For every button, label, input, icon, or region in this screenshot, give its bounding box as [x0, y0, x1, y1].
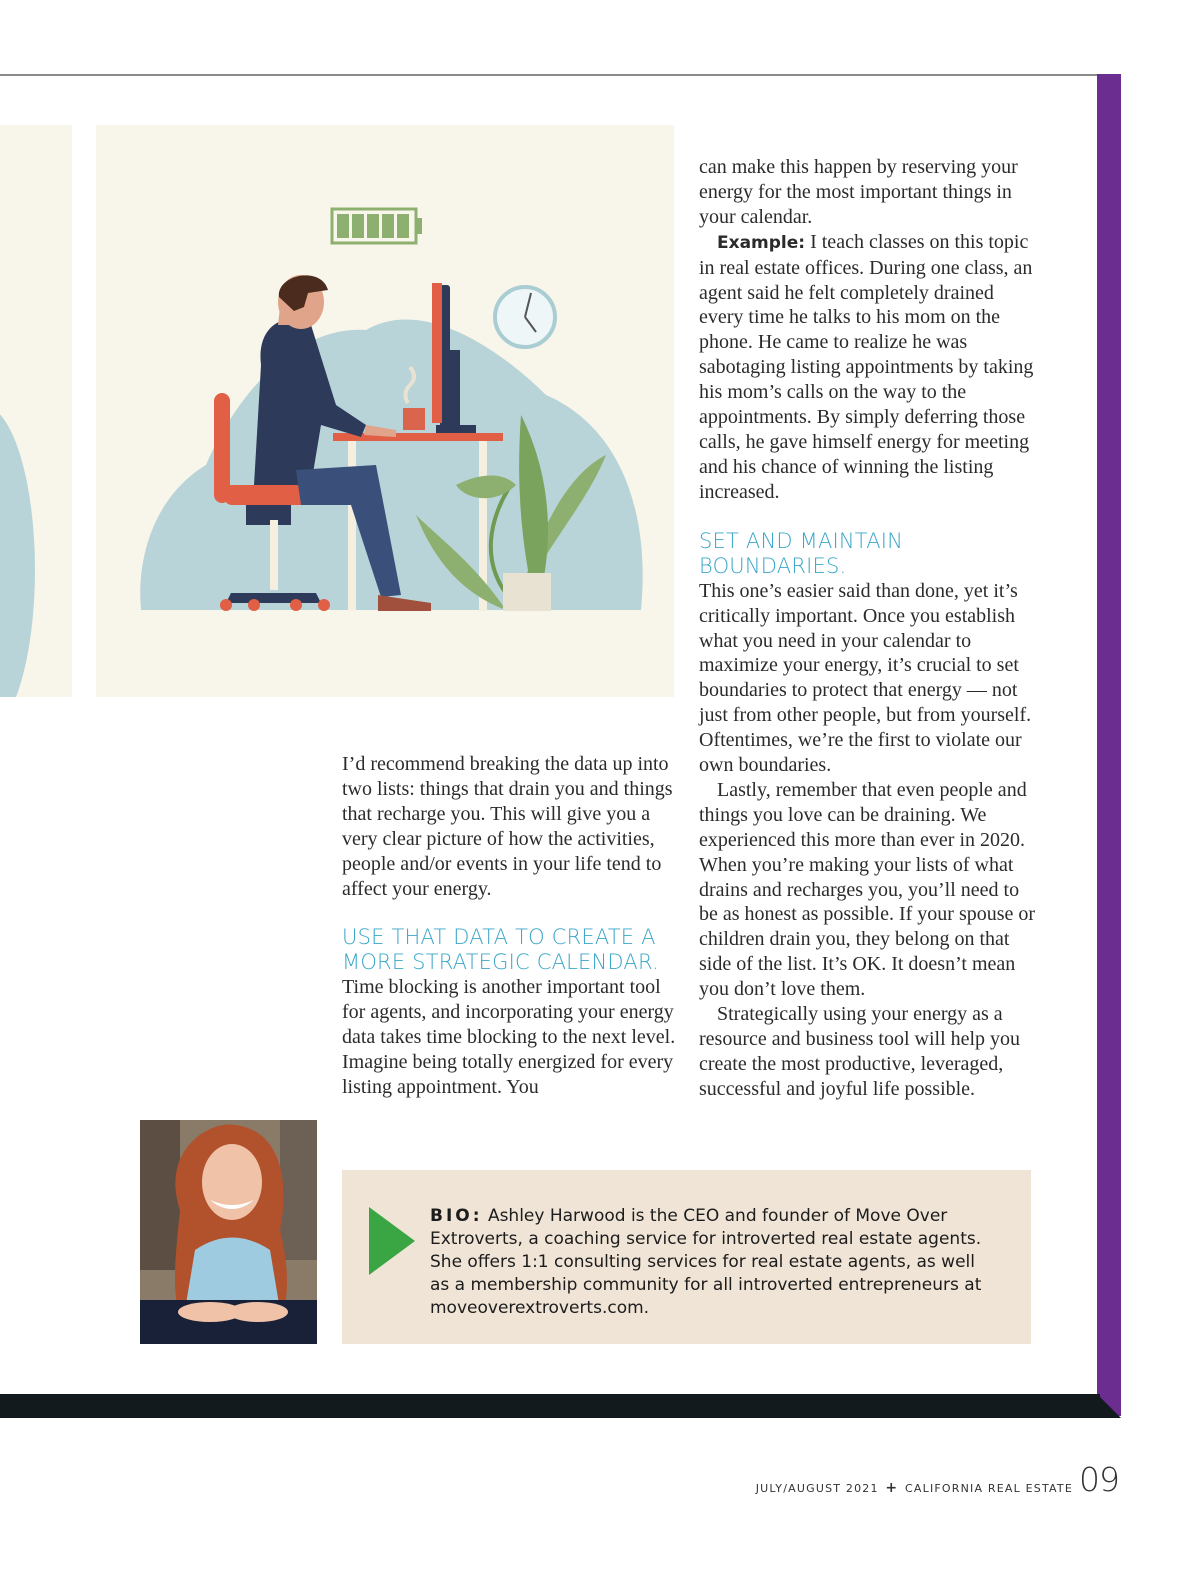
- paragraph: This one’s easier said than done, yet it’s critically important. Once you establish what you need in your calendar to maximize your energy, it’s crucial to set boundaries to protect that energy — not just from other people, but from yourself. Oftentimes, we’re the first to violate our own boundaries.: [699, 579, 1032, 777]
- article-column-left: [342, 752, 680, 1100]
- battery-icon: [332, 209, 422, 243]
- office-worker-illustration: [96, 125, 674, 697]
- paragraph: I’d recommend breaking the data up into two lists: things that drain you and things that recharge you. This will give you a very clear picture of how the activities, people and/or events in your life tend to affect your energy.: [342, 753, 673, 900]
- bottom-bar: [0, 1394, 1100, 1418]
- bottom-bar-corner: [1097, 1394, 1121, 1418]
- footer-separator: +: [885, 1480, 899, 1496]
- article-column-right: [699, 155, 1039, 1102]
- example-paragraph: [699, 230, 1039, 505]
- footer-publication: CALIFORNIA REAL ESTATE: [905, 1482, 1073, 1495]
- footer-issue: JULY/AUGUST 2021: [755, 1482, 879, 1495]
- play-arrow-icon: [369, 1207, 415, 1275]
- example-label: Example:: [717, 232, 806, 253]
- example-text: I teach classes on this topic in real estate offices. During one class, an agent said he felt completely drained every time he talks to his mom on the phone. He came to realize he was sabotaging listing appointments by taking his mom’s calls on the way to the appointments. By simply deferring those calls, he gave himself energy for meeting and his chance of winning the listing increased.: [699, 230, 1034, 503]
- section-heading: SET AND MAINTAIN BOUNDARIES.: [699, 528, 904, 578]
- illustration-blob: [0, 405, 35, 697]
- page-number: 09: [1079, 1460, 1119, 1499]
- clock-icon: [495, 287, 555, 347]
- author-photo: [140, 1120, 317, 1344]
- bio-text: [430, 1205, 990, 1320]
- section-heading: USE THAT DATA TO CREATE A MORE STRATEGIC CALENDAR.: [342, 925, 659, 975]
- bio-label: BIO:: [430, 1206, 483, 1226]
- illustration-panel: [96, 125, 674, 697]
- bio-body: Ashley Harwood is the CEO and founder of Move Over Extroverts, a coaching service for introverted real estate agents. She offers 1:1 consulting services for real estate agents, as well as a membership community for all introverted entrepreneurs at moveoverextroverts.com.: [430, 1206, 982, 1318]
- paragraph: Lastly, remember that even people and things you love can be draining. We experienced this more than ever in 2020. When you’re making your lists of what drains and recharges you, you’ll need to be as honest as possible. If your spouse or children drain you, they belong on that side of the list. It’s OK. It doesn’t mean you don’t love them.: [699, 778, 1036, 1001]
- footer-credit: [756, 1480, 1073, 1496]
- paragraph: Time blocking is another important tool for agents, and incorporating your energy data takes time blocking to the next level. Imagine being totally energized for every listing appointment. You: [342, 976, 676, 1099]
- paragraph: Strategically using your energy as a resource and business tool will help you create the most productive, leveraged, successful and joyful life possible.: [699, 1003, 1021, 1100]
- top-rule: [0, 74, 1100, 76]
- paragraph: can make this happen by reserving your energy for the most important things in your calendar.: [699, 156, 1018, 228]
- accent-bar: [1097, 74, 1121, 1416]
- illustration-panel-previous: [0, 125, 72, 697]
